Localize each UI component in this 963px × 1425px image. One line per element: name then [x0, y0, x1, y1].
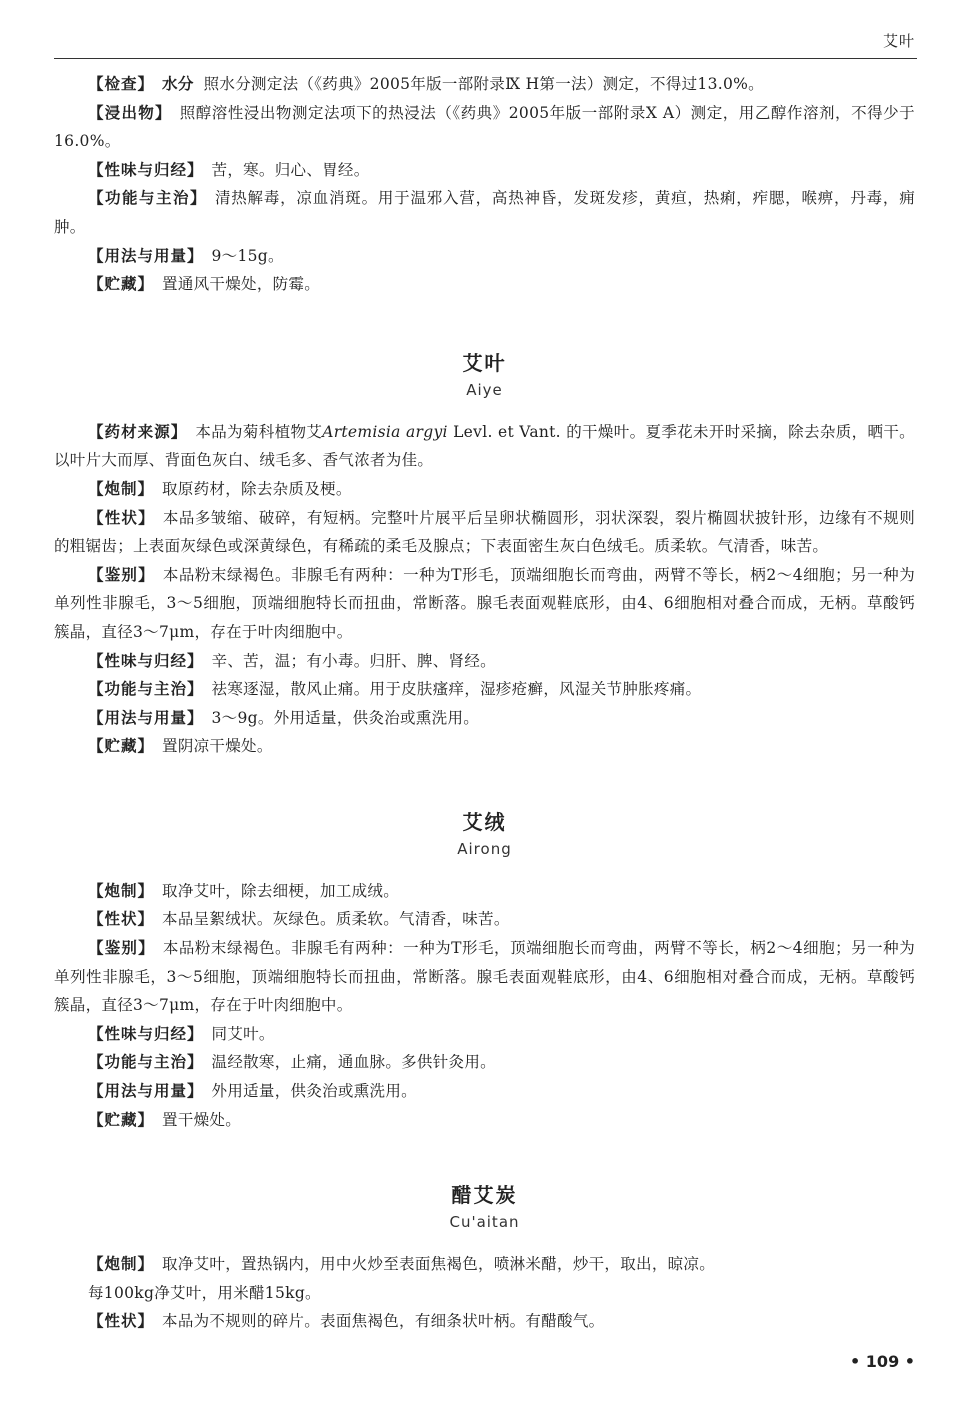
airong-character-text: 本品呈絮绒状。灰绿色。质柔软。气清香，味苦。: [162, 910, 510, 929]
airong-function-text: 温经散寒，止痛，通血脉。多供针灸用。: [211, 1053, 496, 1072]
aiye-identification-text: 本品粉末绿褐色。非腺毛有两种：一种为T形毛，顶端细胞长而弯曲，两臂不等长，柄2～4细胞；另一种为单列性非腺毛，3～5细胞，顶端细胞特长而扭曲，常断落。腺毛表面观鞋底形，由4、6细胞相对叠合而成，无柄。草酸钙簇晶，直径3～7μm，存在于叶肉细胞中。: [54, 565, 915, 641]
aiye-character-label: 【性状】: [88, 508, 155, 527]
aiye-processing-text: 取原药材，除去杂质及梗。: [162, 479, 352, 498]
aiye-latin-name: Artemisia argyi: [322, 422, 448, 441]
cuaitan-ratio-paragraph: [54, 1279, 915, 1308]
running-head: 艾叶: [882, 32, 915, 50]
entry-title-airong: 艾绒: [462, 809, 507, 834]
cuaitan-character-label: 【性状】: [88, 1312, 155, 1331]
storage-paragraph: [54, 270, 915, 299]
entry-pinyin-airong: Airong: [457, 839, 512, 858]
aiye-storage-text: 置阴凉干燥处。: [162, 737, 273, 756]
function-paragraph: [54, 184, 915, 241]
aiye-source-label: 【药材来源】: [88, 422, 188, 441]
check-sub-label: 水分: [162, 75, 194, 93]
airong-processing-label: 【炮制】: [88, 881, 155, 900]
extract-paragraph: [54, 99, 915, 156]
aiye-usage-label: 【用法与用量】: [88, 708, 204, 727]
airong-nature-paragraph: [54, 1020, 915, 1049]
airong-identification-label: 【鉴别】: [88, 939, 155, 958]
aiye-function-text: 祛寒逐湿，散风止痛。用于皮肤瘙痒，湿疹疮癣，风湿关节肿胀疼痛。: [211, 680, 702, 699]
airong-function-label: 【功能与主治】: [88, 1053, 204, 1072]
section-spacer: [54, 299, 915, 348]
cuaitan-character-text: 本品为不规则的碎片。表面焦褐色，有细条状叶柄。有醋酸气。: [162, 1312, 605, 1331]
airong-nature-text: 同艾叶。: [211, 1024, 275, 1043]
airong-character-paragraph: [54, 905, 915, 934]
cuaitan-processing-paragraph: [54, 1250, 915, 1279]
aiye-function-paragraph: [54, 675, 915, 704]
aiye-source-text-after: Levl. et Vant. 的干燥叶。夏季花未开时采摘，除去杂质，晒干。以叶片大而厚、背面色灰白、绒毛多、香气浓者为佳。: [54, 422, 915, 470]
aiye-character-paragraph: [54, 504, 915, 561]
usage-label: 【用法与用量】: [88, 246, 204, 265]
airong-identification-paragraph: [54, 934, 915, 1020]
entry-title-cuaitan: 醋艾炭: [451, 1183, 518, 1208]
airong-usage-label: 【用法与用量】: [88, 1082, 204, 1101]
aiye-nature-text: 辛、苦，温；有小毒。归肝、脾、肾经。: [211, 651, 496, 670]
airong-usage-text: 外用适量，供灸治或熏洗用。: [211, 1082, 417, 1101]
check-label: 【检查】: [88, 75, 155, 93]
aiye-nature-label: 【性味与归经】: [88, 651, 204, 670]
aiye-character-text: 本品多皱缩、破碎，有短柄。完整叶片展平后呈卵状椭圆形，羽状深裂，裂片椭圆状披针形，边缘有不规则的粗锯齿；上表面灰绿色或深黄绿色，有稀疏的柔毛及腺点；下表面密生灰白色绒毛。质柔软。气清香，味苦。: [54, 508, 915, 556]
check-paragraph: [54, 70, 915, 99]
entry-pinyin-aiye: Aiye: [466, 380, 503, 399]
airong-function-paragraph: [54, 1048, 915, 1077]
airong-identification-text: 本品粉末绿褐色。非腺毛有两种：一种为T形毛，顶端细胞长而弯曲，两臂不等长，柄2～4细胞；另一种为单列性非腺毛，3～5细胞，顶端细胞特长而扭曲，常断落。腺毛表面观鞋底形，由4、6细胞相对叠合而成，无柄。草酸钙簇晶，直径3～7μm，存在于叶肉细胞中。: [54, 939, 915, 1015]
airong-usage-paragraph: [54, 1077, 915, 1106]
aiye-usage-text: 3～9g。外用适量，供灸治或熏洗用。: [211, 708, 480, 727]
check-text: 照水分测定法（《药典》2005年版一部附录Ⅸ H第一法）测定，不得过13.0%。: [203, 75, 764, 93]
extract-label: 【浸出物】: [88, 103, 172, 122]
aiye-processing-label: 【炮制】: [88, 479, 155, 498]
airong-storage-paragraph: [54, 1106, 915, 1135]
usage-paragraph: [54, 242, 915, 271]
page-number: • 109 •: [850, 1352, 915, 1371]
airong-nature-label: 【性味与归经】: [88, 1024, 204, 1043]
aiye-source-paragraph: [54, 418, 915, 475]
cuaitan-processing-label: 【炮制】: [88, 1255, 155, 1274]
storage-label: 【贮藏】: [88, 275, 155, 294]
usage-text: 9～15g。: [211, 246, 284, 265]
function-label: 【功能与主治】: [88, 189, 207, 208]
extract-text: 照醇溶性浸出物测定法项下的热浸法（《药典》2005年版一部附录Ⅹ A）测定，用乙醇作溶剂，不得少于16.0%。: [54, 103, 915, 151]
storage-text: 置通风干燥处，防霉。: [162, 275, 321, 294]
aiye-processing-paragraph: [54, 475, 915, 504]
airong-processing-paragraph: [54, 877, 915, 906]
aiye-storage-label: 【贮藏】: [88, 737, 155, 756]
header-rule: [54, 58, 917, 59]
aiye-usage-paragraph: [54, 704, 915, 733]
nature-text: 苦，寒。归心、胃经。: [211, 160, 370, 179]
entry-title-aiye: 艾叶: [462, 350, 507, 375]
section-spacer: [54, 761, 915, 807]
airong-processing-text: 取净艾叶，除去细梗，加工成绒。: [162, 881, 400, 900]
section-spacer: [54, 1134, 915, 1180]
aiye-storage-paragraph: [54, 732, 915, 761]
nature-label: 【性味与归经】: [88, 160, 204, 179]
entry-pinyin-cuaitan: Cu'aitan: [449, 1213, 520, 1232]
page-content: [54, 70, 915, 1336]
aiye-identification-paragraph: [54, 561, 915, 647]
aiye-source-text: 本品为菊科植物艾: [195, 422, 323, 441]
airong-storage-text: 置干燥处。: [162, 1110, 242, 1129]
airong-character-label: 【性状】: [88, 910, 155, 929]
airong-storage-label: 【贮藏】: [88, 1110, 155, 1129]
cuaitan-ratio-text: 每100kg净艾叶，用米醋15kg。: [88, 1283, 321, 1302]
cuaitan-processing-text: 取净艾叶，置热锅内，用中火炒至表面焦褐色，喷淋米醋，炒干，取出，晾凉。: [162, 1255, 716, 1274]
aiye-identification-label: 【鉴别】: [88, 565, 155, 584]
function-text: 清热解毒，凉血消斑。用于温邪入营，高热神昏，发斑发疹，黄疸，热痢，痄腮，喉痹，丹毒，痈肿。: [54, 189, 915, 236]
cuaitan-character-paragraph: [54, 1307, 915, 1336]
aiye-function-label: 【功能与主治】: [88, 680, 204, 699]
nature-paragraph: [54, 156, 915, 185]
aiye-nature-paragraph: [54, 647, 915, 676]
